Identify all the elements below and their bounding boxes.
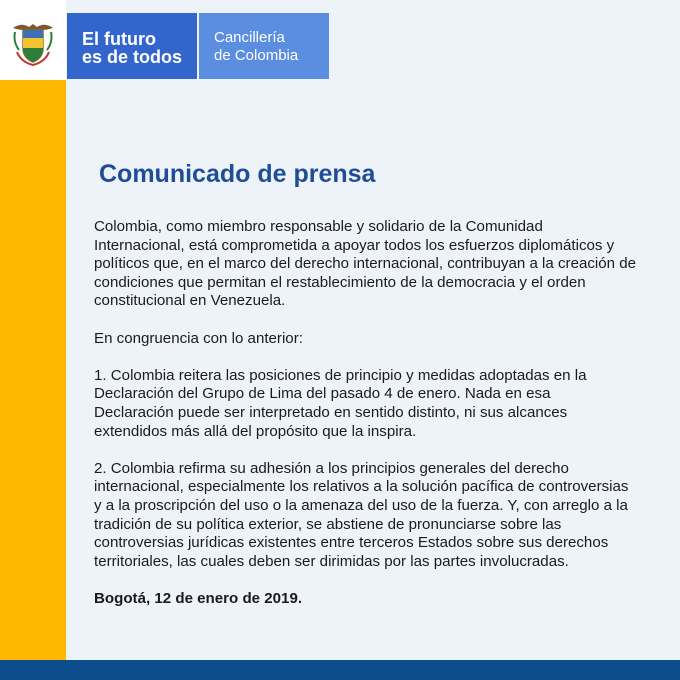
brand-line-2: es de todos	[82, 47, 183, 67]
signoff: Bogotá, 12 de enero de 2019.	[94, 589, 303, 607]
signoff-paragraph	[94, 590, 678, 609]
text-line: extendidos más allá del propósito que la inspira.	[94, 422, 417, 440]
text-line: En congruencia con lo anterior:	[94, 329, 303, 347]
text-line: internacional, especialmente los relativos a la solución pacífica de controversias	[94, 478, 629, 496]
text-line: Internacional, está comprometida a apoyar todos los esfuerzos diplomáticos y	[94, 236, 615, 254]
ministry-block	[199, 13, 329, 79]
text-line: Colombia, como miembro responsable y solidario de la Comunidad	[94, 218, 543, 235]
ministry-line-2: de Colombia	[214, 47, 299, 64]
text-line: 1. Colombia reitera las posiciones de principio y medidas adoptadas en la	[94, 366, 587, 384]
text-line: territoriales, las cuales deben ser dirimidas por las partes involucradas.	[94, 552, 569, 570]
text-line: políticos que, en el marco del derecho internacional, contribuyan a la creación de	[94, 255, 637, 273]
brand-line-1: El futuro	[82, 29, 156, 49]
press-release-body	[94, 218, 678, 627]
paragraph-3	[94, 367, 678, 441]
text-line: tradición de su política exterior, se abstiene de pronunciarse sobre las	[94, 515, 562, 533]
coat-of-arms-icon	[9, 18, 57, 68]
coat-of-arms-box	[0, 0, 66, 80]
text-line: constitucional en Venezuela.	[94, 292, 286, 310]
text-line: 2. Colombia refirma su adhesión a los principios generales del derecho	[94, 459, 569, 477]
text-line: Declaración del Grupo de Lima del pasado 4 de enero. Nada en esa	[94, 385, 551, 403]
paragraph-2	[94, 330, 678, 349]
text-line: controversias jurídicas existentes entre terceros Estados sobre sus derechos	[94, 534, 609, 552]
text-line: Declaración puede ser interpretado en sentido distinto, ni sus alcances	[94, 403, 568, 421]
page-title: Comunicado de prensa	[99, 160, 376, 188]
left-accent-bar	[0, 0, 66, 660]
paragraph-1	[94, 218, 678, 311]
text-line: y a la proscripción del uso o la amenaza del uso de la fuerza. Y, con arreglo a la	[94, 496, 628, 514]
paragraph-4	[94, 460, 678, 572]
brand-block	[67, 13, 197, 79]
text-line: condiciones que permitan el restablecimiento de la democracia y el orden	[94, 273, 586, 291]
header	[0, 0, 680, 80]
footer-bar	[0, 660, 680, 680]
ministry-line-1: Cancillería	[214, 29, 285, 46]
